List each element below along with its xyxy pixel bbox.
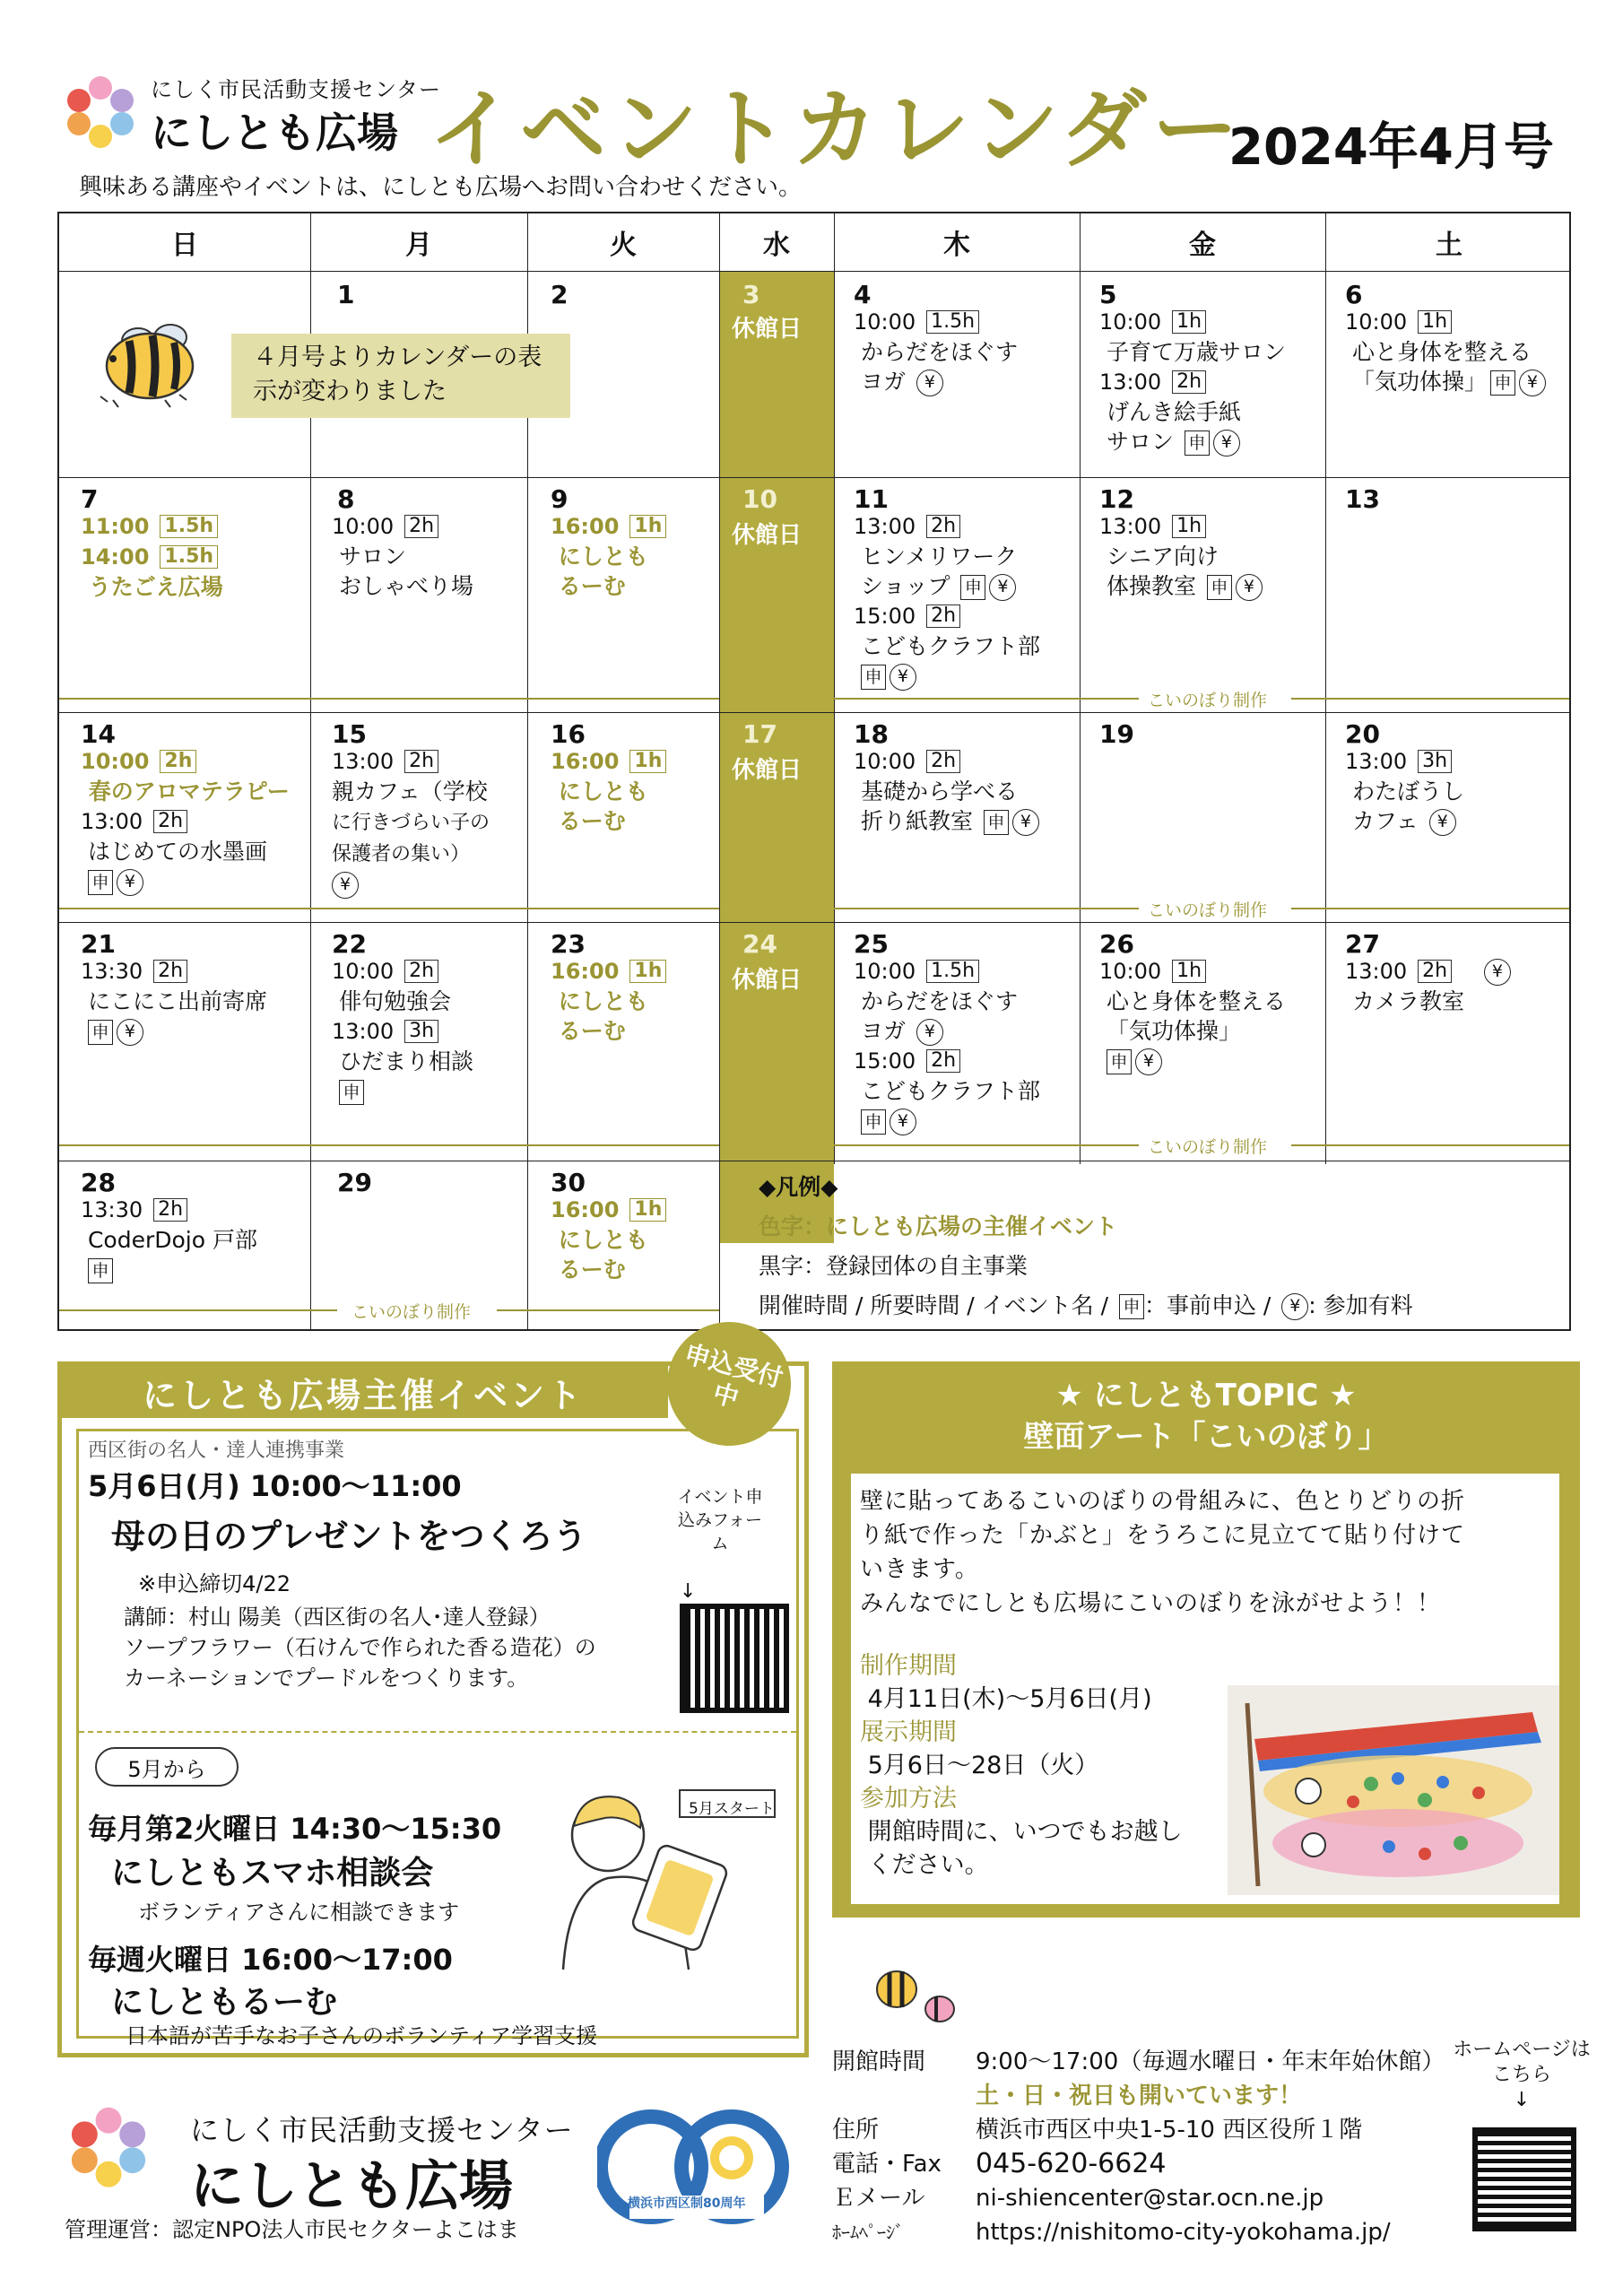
weekday-thu: 木	[943, 230, 970, 261]
org-name-small: にしく市民活動支援センター	[190, 2113, 574, 2147]
apply-open-badge: 申込受付中	[653, 1308, 804, 1459]
koinobori-line	[59, 1309, 337, 1311]
event-date: 5月6日(月) 10:00～11:00	[88, 1469, 462, 1503]
day-number: 12	[1099, 484, 1134, 514]
day-number: 1	[337, 280, 355, 309]
koinobori-label: こいのぼり制作	[1148, 1137, 1268, 1157]
koinobori-line	[1291, 698, 1569, 700]
apply-icon: 申	[88, 870, 113, 895]
day-number: 20	[1345, 719, 1380, 749]
day-number: 19	[1099, 719, 1134, 749]
topic-heading: ★ にしともTOPIC ★ 壁面アート「こいのぼり」	[837, 1366, 1575, 1465]
fee-icon: ¥	[1135, 1048, 1162, 1075]
event-entry: 16:00 1h にしとも るーむ	[551, 746, 666, 836]
fee-icon: ¥	[890, 1109, 916, 1135]
weekday-tue: 火	[610, 230, 637, 261]
event-entry: 13:30 2h CoderDojo 戸部 申	[81, 1195, 257, 1284]
divider	[59, 712, 1569, 713]
fee-icon: ¥	[1213, 430, 1240, 457]
event-subtitle: 西区街の名人・達人連携事業	[88, 1439, 345, 1462]
koinobori-label: こいのぼり制作	[352, 1302, 472, 1322]
panel-heading: にしとも広場主催イベント	[62, 1366, 668, 1418]
arrow-down-icon: ↓	[680, 1580, 697, 1603]
divider	[1325, 213, 1326, 1164]
arrow-down-icon: ↓	[1513, 2089, 1531, 2111]
day-number: 5	[1099, 280, 1117, 309]
day-number: 25	[854, 929, 889, 959]
operator-text: 管理運営：認定NPO法人市民セクターよこはま	[65, 2217, 519, 2242]
divider	[79, 1731, 796, 1733]
weekday-wed: 水	[763, 230, 790, 261]
weekday-sat: 土	[1436, 230, 1462, 261]
topic-body	[851, 1474, 1559, 1904]
event-entry: 10:00 2h 俳句勉強会 13:00 3h ひだまり相談 申	[332, 956, 473, 1106]
event-entry: 13:00 1h シニア向け 体操教室 申 ¥	[1099, 511, 1263, 601]
fee-icon: ¥	[117, 1019, 143, 1046]
event-entry: 10:00 1.5h からだをほぐす ヨガ ¥ 15:00 2h こどもクラフト部 申 ¥	[854, 956, 1040, 1135]
event-date: 毎週火曜日 16:00～17:00	[88, 1943, 453, 1977]
apply-icon: 申	[984, 810, 1009, 835]
fee-icon: ¥	[1012, 809, 1039, 836]
event-entry: 10:00 2h 基礎から学べる 折り紙教室 申 ¥	[854, 746, 1039, 836]
koinobori-line	[834, 1144, 1139, 1146]
apply-icon: 申	[861, 665, 886, 690]
weekday-fri: 金	[1189, 230, 1216, 261]
apply-icon: 申	[861, 1109, 886, 1135]
day-number: 3	[742, 280, 760, 309]
day-number: 28	[81, 1168, 116, 1197]
apply-icon: 申	[960, 575, 985, 600]
topic-schedule: 制作期間 4月11日(木)～5月6日(月) 展示期間 5月6日～28日（火） 参加方法 開館時間に、いつでもお越し ください。	[860, 1652, 1183, 1879]
legend	[759, 1168, 1413, 1326]
day-number: 4	[854, 280, 872, 309]
event-entry: 11:00 1.5h 14:00 1.5h うたごえ広場	[81, 514, 223, 600]
legend-line: 黒字：登録団体の自主事業	[759, 1253, 1028, 1279]
event-entry: 16:00 1h にしとも るーむ	[551, 511, 666, 601]
homepage-note: ホームページはこちら ↓	[1453, 2039, 1591, 2111]
closed-label: 休館日	[732, 522, 803, 549]
fee-icon: ¥	[332, 872, 359, 899]
page-title: イベントカレンダー	[429, 79, 1244, 179]
fee-icon: ¥	[117, 869, 143, 896]
bee-icon	[868, 1953, 967, 2034]
day-number: 23	[551, 929, 586, 959]
day-number: 14	[81, 719, 116, 749]
koinobori-line	[834, 698, 1139, 700]
fee-icon: ¥	[916, 1019, 943, 1046]
issue-label: 2024年4月号	[1228, 118, 1554, 177]
legend-line: 開催時間 / 所要時間 / イベント名 / 申 ：事前申込 / ¥ : 参加有料	[759, 1292, 1413, 1318]
day-number: 8	[337, 484, 355, 514]
day-number: 7	[81, 484, 99, 514]
day-number: 11	[854, 484, 889, 514]
contact-info: 開館時間 9:00～17:00（毎週水曜日・年末年始休館） 土・日・祝日も開いています！ 住所 横浜市西区中央1-5-10 西区役所１階 電話・Fax 045-620-6624 Ｅメール ni-shiencenter@star.ocn.ne.jp ﾎｰﾑﾍﾟｰｼﾞ https://nishitomo-city-yokohama.jp/	[832, 2048, 1445, 2246]
event-entry: 13:00 3h わたぼうし カフェ ¥	[1345, 749, 1464, 834]
fee-icon: ¥	[1429, 809, 1456, 836]
event-date: 毎月第2火曜日 14:30～15:30	[88, 1812, 502, 1846]
event-title: 母の日のプレゼントをつくろう	[111, 1517, 587, 1556]
apply-icon: 申	[339, 1080, 364, 1105]
logo-icon	[65, 70, 136, 151]
apply-icon: 申	[88, 1020, 113, 1045]
event-entry: 10:00 1h 心と身体を整える 「気功体操」 申 ¥	[1099, 956, 1286, 1075]
event-entry: 10:00 2h サロン おしゃべり場	[332, 514, 473, 599]
event-description: 日本語が苦手なお子さんのボランティア学習支援	[126, 2023, 598, 2048]
divider	[719, 213, 720, 1329]
koinobori-line	[59, 698, 719, 700]
day-number: 9	[551, 484, 568, 514]
day-number: 6	[1345, 280, 1363, 309]
qr-code[interactable]	[685, 1609, 784, 1708]
weekday-sun: 日	[171, 230, 198, 261]
fee-icon: ¥	[989, 574, 1016, 601]
apply-icon: 申	[88, 1258, 113, 1283]
legend-title: ◆凡例◆	[759, 1174, 838, 1200]
day-number: 27	[1345, 929, 1380, 959]
org-name-small: にしく市民活動支援センター	[151, 77, 442, 102]
day-number: 29	[337, 1168, 372, 1197]
event-entry: 10:00 1h 心と身体を整える 「気功体操」 申 ¥	[1345, 307, 1546, 396]
fee-icon: ¥	[890, 664, 916, 691]
divider	[834, 213, 835, 1164]
topic-panel	[832, 1361, 1580, 1918]
logo-icon	[65, 2100, 152, 2190]
koinobori-line	[1291, 1144, 1569, 1146]
koinobori-line	[59, 1144, 719, 1146]
fee-icon: ¥	[1519, 370, 1546, 396]
event-title: にしともスマホ相談会	[111, 1855, 434, 1892]
divider	[59, 271, 1569, 272]
intro-text: 興味ある講座やイベントは、にしとも広場へお問い合わせください。	[79, 174, 803, 201]
koinobori-line	[59, 908, 719, 909]
day-number: 21	[81, 929, 116, 959]
closed-label: 休館日	[732, 757, 803, 784]
hosted-events-panel	[57, 1361, 809, 2057]
topic-text: 壁に貼ってあるこいのぼりの骨組みに、色とりどりの折 り紙で作った「かぶと」をうろこに見立てて貼り付けて いきます。 みんなでにしとも広場にこいのぼりを泳がせよう！！	[860, 1488, 1466, 1617]
deadline: ※申込締切4/22	[138, 1571, 291, 1596]
event-entry: 13:00 2h 親カフェ（学校 に行きづらい子の 保護者の集い） ¥	[332, 746, 490, 899]
legend-line: 色字：にしとも広場の主催イベント	[759, 1213, 1118, 1239]
calendar-notice: ４月号よりカレンダーの表示が変わりました	[231, 334, 570, 418]
fee-icon: ¥	[1281, 1293, 1308, 1320]
event-title: にしともるーむ	[111, 1984, 338, 2021]
event-entry: 10:00 1.5h からだをほぐす ヨガ ¥	[854, 309, 1018, 395]
koinobori-line	[834, 908, 1139, 909]
from-may-badge: 5月から	[95, 1747, 239, 1787]
event-description: 講師：村山 陽美（西区街の名人･達人登録） ソープフラワー（石けんで作られた香る造花）の カーネーションでプードルをつくります。	[124, 1605, 596, 1691]
koinobori-label: こいのぼり制作	[1148, 691, 1268, 710]
event-entry: 10:00 2h 春のアロマテラピー 13:00 2h はじめての水墨画 申 ¥	[81, 746, 290, 896]
homepage-qr-code[interactable]	[1478, 2133, 1571, 2226]
bee-icon	[82, 303, 208, 411]
day-number: 13	[1345, 484, 1380, 514]
fee-icon: ¥	[1236, 574, 1263, 601]
org-name: にしとも広場	[151, 109, 398, 157]
apply-icon: 申	[1185, 430, 1210, 456]
day-number: 17	[742, 719, 777, 749]
day-number: 22	[332, 929, 367, 959]
day-number: 18	[854, 719, 889, 749]
events-inner	[76, 1429, 799, 2048]
weekday-mon: 月	[405, 230, 432, 261]
day-number: 16	[551, 719, 586, 749]
closed-label: 休館日	[732, 967, 803, 994]
koinobori-label: こいのぼり制作	[1148, 900, 1268, 920]
fee-icon: ¥	[916, 370, 943, 396]
divider	[1080, 213, 1081, 1164]
day-number: 24	[742, 929, 777, 959]
anniversary-text: 横浜市西区制80周年	[628, 2196, 746, 2211]
koinobori-photo	[1228, 1685, 1559, 1895]
koinobori-line	[497, 1309, 719, 1311]
event-entry: 13:00 2h ¥ カメラ教室	[1345, 956, 1511, 1016]
org-name: にしとも広場	[190, 2155, 513, 2218]
apply-icon: 申	[1207, 575, 1232, 600]
fee-icon: ¥	[1484, 959, 1511, 986]
event-entry: 13:30 2h にこにこ出前寄席 申 ¥	[81, 956, 267, 1046]
day-number: 30	[551, 1168, 586, 1197]
day-number: 2	[551, 280, 568, 309]
day-number: 10	[742, 484, 777, 514]
apply-icon: 申	[1119, 1294, 1144, 1319]
form-label: イベント申込みフォーム	[677, 1487, 763, 1553]
apply-icon: 申	[1107, 1049, 1132, 1074]
divider	[59, 477, 1569, 478]
closed-label: 休館日	[732, 316, 803, 343]
may-start-label: 5月スタート	[689, 1800, 775, 1818]
event-entry: 10:00 1h 子育て万歳サロン 13:00 2h げんき絵手紙 サロン 申 ¥	[1099, 309, 1286, 455]
event-entry: 16:00 1h にしとも るーむ	[551, 956, 666, 1046]
day-number: 26	[1099, 929, 1134, 959]
koinobori-line	[1291, 908, 1569, 909]
divider	[59, 922, 1569, 923]
event-description: ボランティアさんに相談できます	[138, 1900, 460, 1925]
event-entry: 16:00 1h にしとも るーむ	[551, 1195, 666, 1284]
day-number: 15	[332, 719, 367, 749]
apply-icon: 申	[1490, 370, 1515, 396]
event-entry: 13:00 2h ヒンメリワーク ショップ 申 ¥ 15:00 2h こどもクラフト部 申 ¥	[854, 511, 1040, 691]
